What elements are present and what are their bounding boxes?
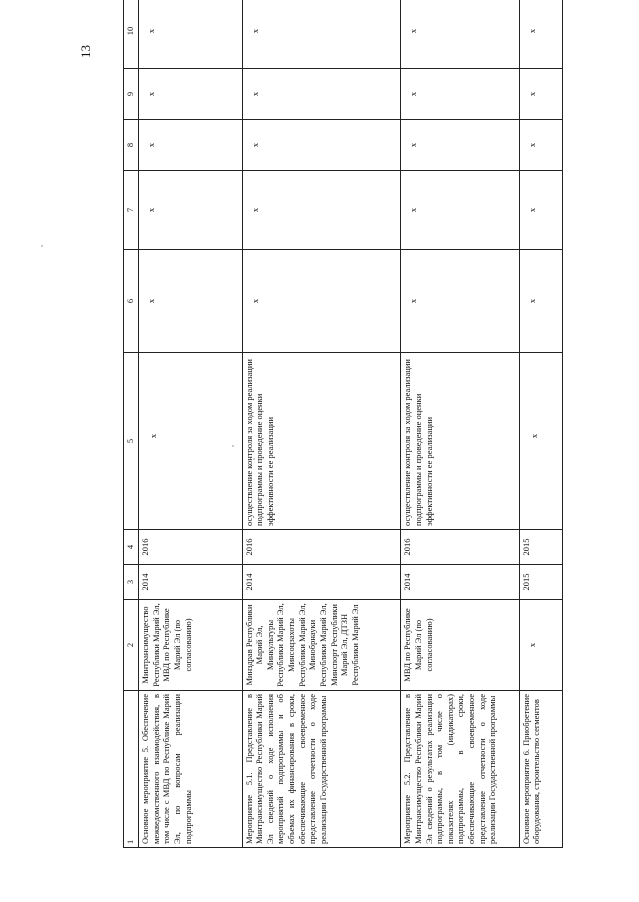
cell-text: x — [526, 642, 537, 648]
table-row — [139, 0, 242, 848]
cell-text: x — [249, 142, 260, 148]
header-cell: 1 — [124, 691, 139, 848]
cell — [242, 120, 401, 171]
start-year: 2014 — [401, 565, 520, 600]
cell-text: x — [249, 28, 260, 34]
start-year: 2014 — [139, 565, 242, 600]
cell — [519, 120, 562, 171]
cell — [139, 69, 242, 120]
responsible-executor — [519, 600, 562, 691]
cell — [519, 171, 562, 250]
cell-text: x — [408, 207, 419, 213]
table-row — [242, 0, 401, 848]
header-cell: 6 — [124, 250, 139, 353]
rotated-table-sheet — [123, 26, 563, 848]
cell-text: x — [526, 91, 537, 97]
header-cell: 2 — [124, 600, 139, 691]
end-year: 2015 — [519, 530, 562, 565]
expected-result: осуществление контроля за ходом реализации подпрограммы и проведение оценки эффективности ее реализации — [401, 353, 520, 530]
header-cell: 10 — [124, 0, 139, 69]
start-year: 2014 — [242, 565, 401, 600]
cell-text: x — [526, 207, 537, 213]
cell-text: x — [249, 298, 260, 304]
header-cell: 9 — [124, 69, 139, 120]
cell — [139, 250, 242, 353]
cell-text: x — [526, 298, 537, 304]
cell-text: x — [249, 91, 260, 97]
cell — [519, 250, 562, 353]
cell — [139, 0, 242, 69]
measure-title: Основное мероприятие 5. Обеспечение межведомственного взаимодействия, в том числе с МВД по Республике Марий Эл, по вопросам реализации подпрограммы — [139, 691, 242, 848]
cell — [242, 69, 401, 120]
cell-text: x — [408, 91, 419, 97]
cell — [401, 171, 520, 250]
cell-text: x — [528, 433, 539, 439]
end-year: 2016 — [401, 530, 520, 565]
cell-text: x — [148, 433, 159, 439]
responsible-executor: МВД по Республике Марий Эл (по согласованию) — [401, 600, 520, 691]
measure-title: Мероприятие 5.2. Представление в Минтрансимущество Республики Марий Эл сведений о результатах реализации подпрограммы, в том числе о показателях (индикаторах) подпрограммы, в сроки, обеспечивающие своевременное представление отчетности о ходе реализации Государственной программы — [401, 691, 520, 848]
cell — [519, 0, 562, 69]
end-year: 2016 — [242, 530, 401, 565]
cell — [519, 69, 562, 120]
cell — [139, 120, 242, 171]
end-year: 2016 — [139, 530, 242, 565]
scan-speck — [41, 245, 43, 247]
cell — [401, 0, 520, 69]
cell-text: x — [146, 28, 157, 34]
cell-text: x — [249, 207, 260, 213]
cell — [401, 120, 520, 171]
cell — [242, 250, 401, 353]
cell-text: x — [146, 207, 157, 213]
program-measures-table — [123, 0, 563, 848]
responsible-executor: Минздрав Республики Марий Эл, Минкультуры Республики Марий Эл, Минсоцзахоты Республики Марий Эл, Минобрнауки Республики Марий Эл, Минспорт Республики Марий Эл, ДТЗН Республики Марий Эл — [242, 600, 401, 691]
measure-title: Основное мероприятие 6. Приобретение оборудования, строительство сегментов — [519, 691, 562, 848]
header-cell: 8 — [124, 120, 139, 171]
cell-text: x — [408, 142, 419, 148]
expected-result: осуществление контроля за ходом реализации подпрограммы и проведение оценки эффективности ее реализации — [242, 353, 401, 530]
cell — [139, 171, 242, 250]
expected-result — [519, 353, 562, 530]
cell — [242, 171, 401, 250]
cell — [242, 0, 401, 69]
measure-title: Мероприятие 5.1. Представление в Минтрансимущество Республики Марий Эл сведений о ходе исполнения мероприятий подпрограммы и об объемах их финансирования в сроки, обеспечивающие своевременное представление отчетности о ходе реализации Государственной программы — [242, 691, 401, 848]
expected-result — [139, 353, 242, 530]
cell-text: x — [146, 298, 157, 304]
header-cell: 7 — [124, 171, 139, 250]
table-header-row — [124, 0, 139, 848]
cell-text: x — [526, 28, 537, 34]
cell-text: x — [408, 298, 419, 304]
header-cell: 4 — [124, 530, 139, 565]
table-row — [519, 0, 562, 848]
cell-text: x — [408, 28, 419, 34]
cell-text: x — [146, 91, 157, 97]
responsible-executor: Минтрансимущество Республики Марий Эл, МВД по Республике Марий Эл (по согласованию) — [139, 600, 242, 691]
cell — [401, 250, 520, 353]
page-number: 13 — [78, 45, 93, 58]
cell — [401, 69, 520, 120]
table-row — [401, 0, 520, 848]
header-cell: 3 — [124, 565, 139, 600]
cell-text: x — [526, 142, 537, 148]
header-cell: 5 — [124, 353, 139, 530]
cell-text: x — [146, 142, 157, 148]
start-year: 2015 — [519, 565, 562, 600]
